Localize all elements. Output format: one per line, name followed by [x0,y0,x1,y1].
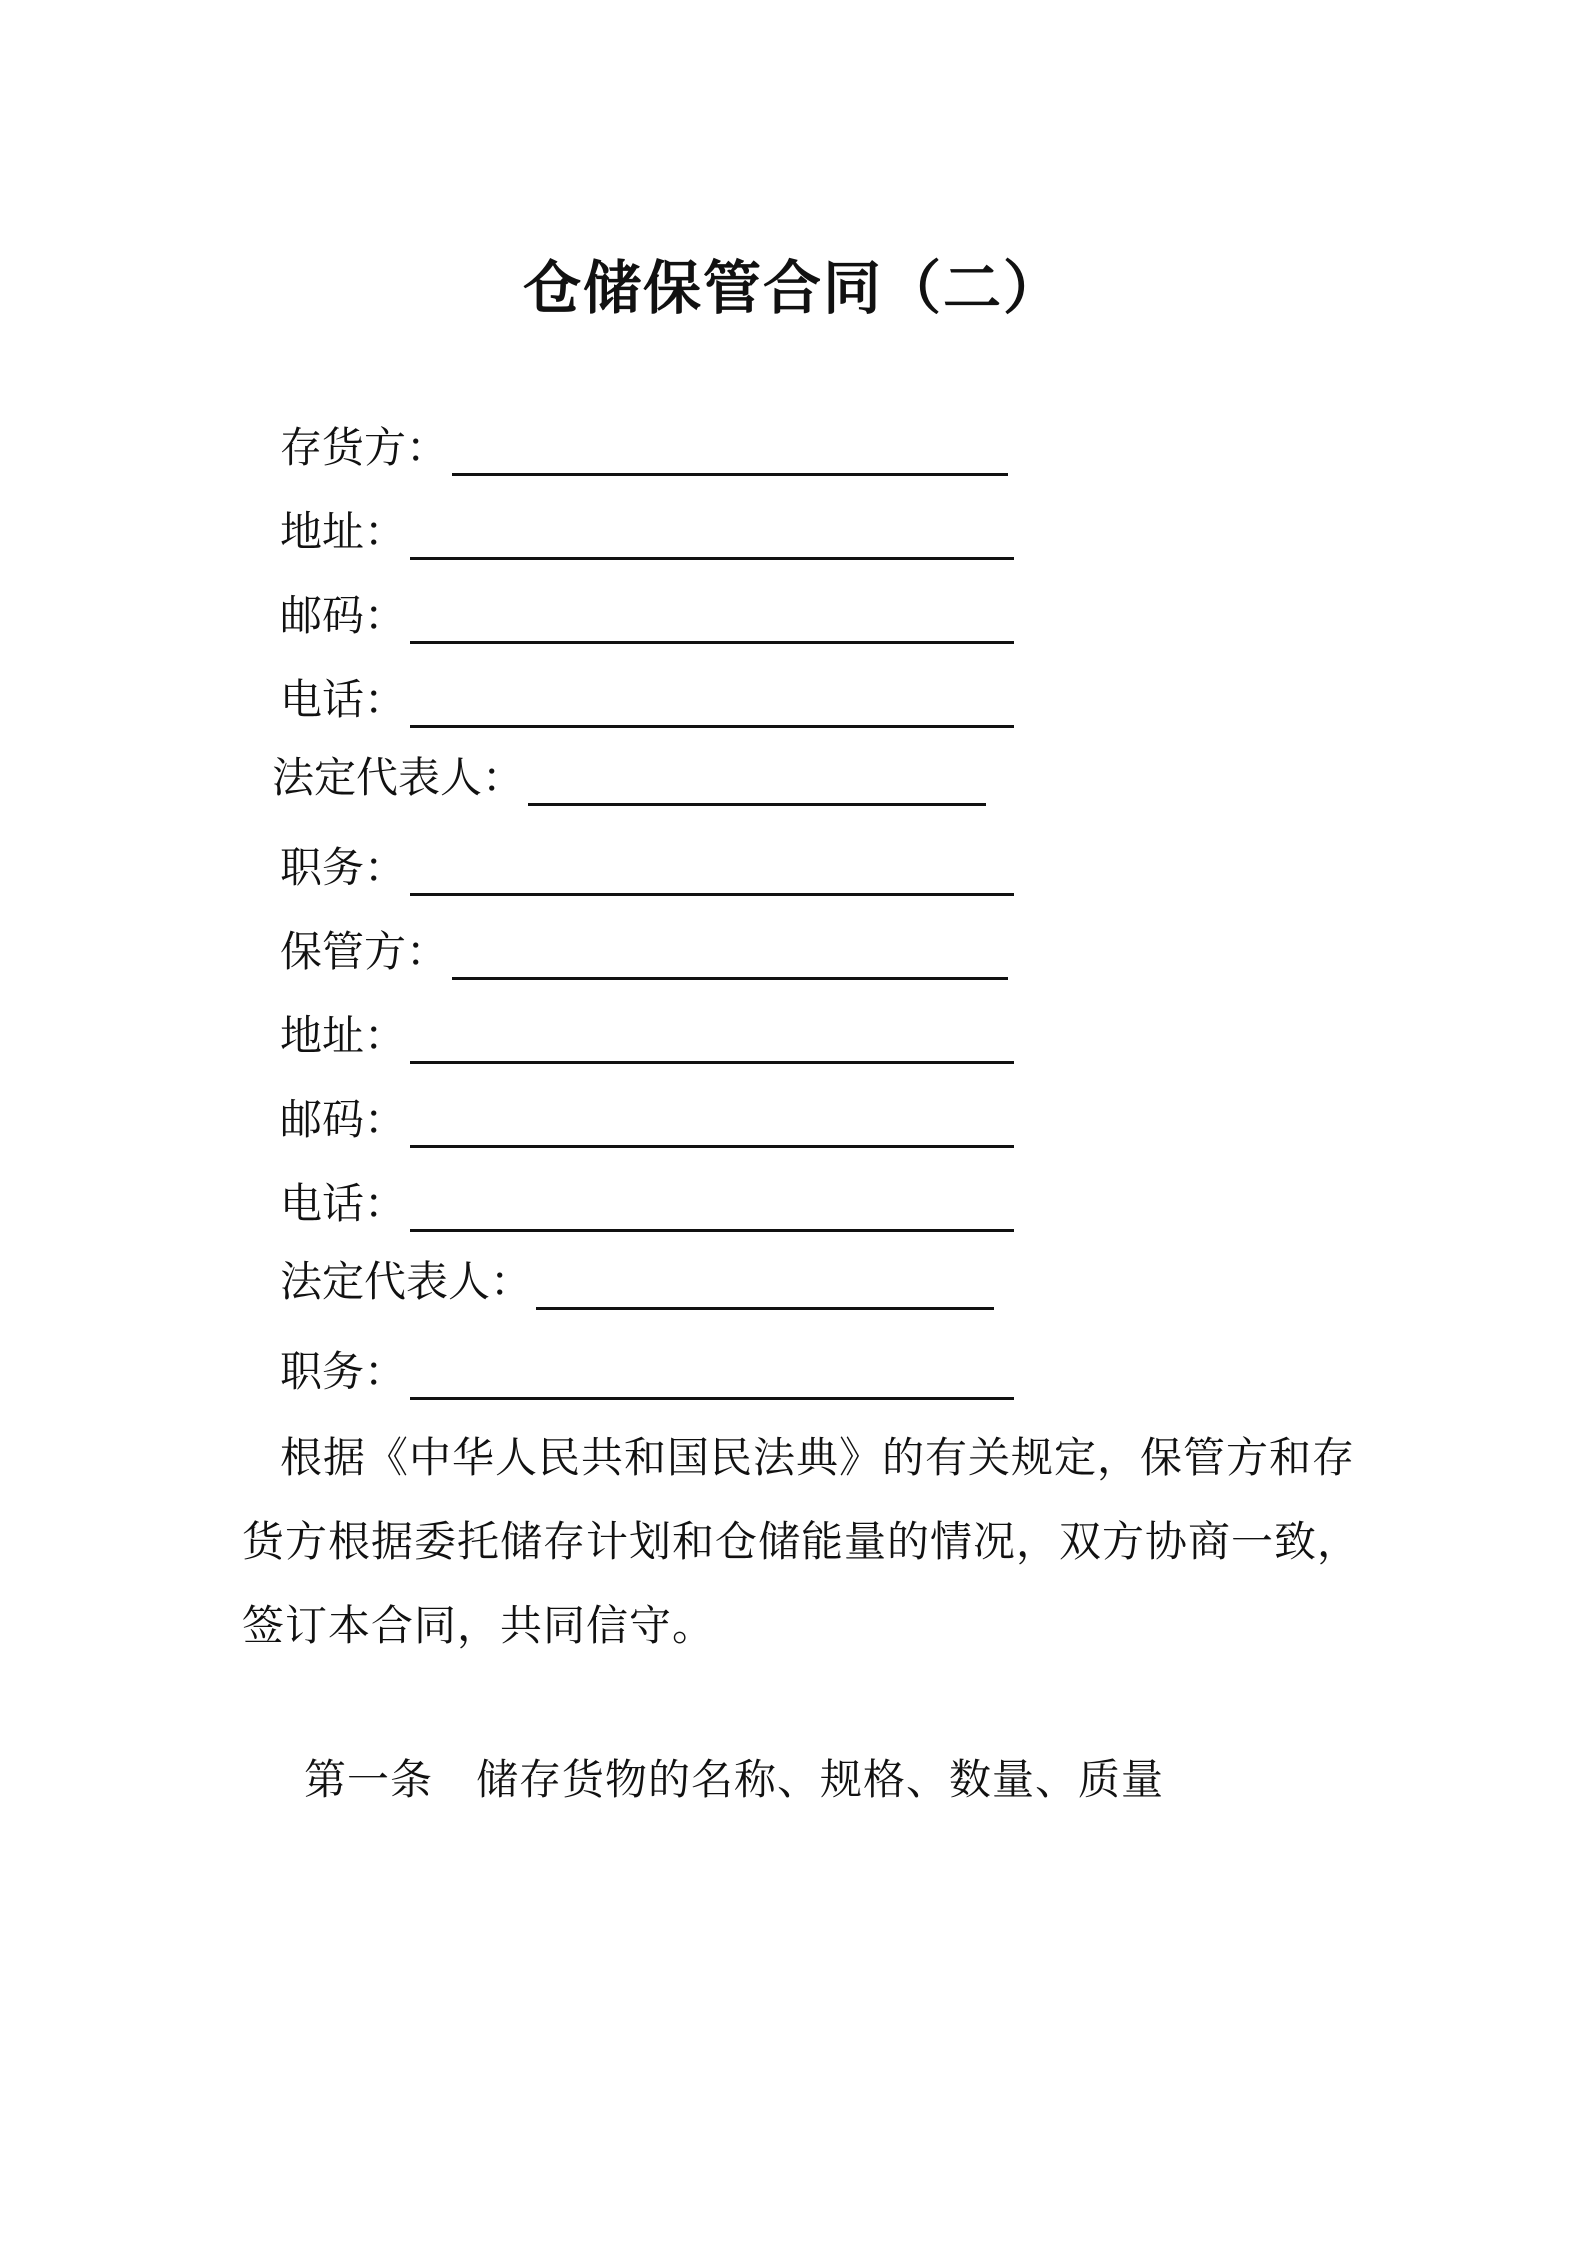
depositor-party-field [280,420,1008,476]
custodian-phone-blank[interactable] [410,1185,1014,1232]
depositor-legal-rep-label: 法定代表人： [272,753,525,802]
depositor-position-blank[interactable] [410,849,1014,896]
custodian-postcode-label: 邮码： [280,1095,407,1144]
article-1-heading: 第一条 储存货物的名称、规格、数量、质量 [304,1755,1165,1804]
depositor-phone-blank[interactable] [410,681,1014,728]
depositor-party-blank[interactable] [452,429,1008,476]
custodian-party-field [280,924,1008,980]
document-title: 仓储保管合同（二） [522,254,1063,322]
custodian-postcode-blank[interactable] [410,1101,1014,1148]
depositor-postcode-field [280,588,1014,644]
custodian-legal-rep-blank[interactable] [536,1263,994,1310]
custodian-position-blank[interactable] [410,1353,1014,1400]
depositor-postcode-label: 邮码： [280,591,407,640]
depositor-legal-rep-field [272,750,986,806]
custodian-party-label: 保管方： [280,927,449,976]
custodian-address-field [280,1008,1014,1064]
custodian-phone-field [280,1176,1014,1232]
custodian-legal-rep-field [280,1254,994,1310]
depositor-address-field [280,504,1014,560]
custodian-address-blank[interactable] [410,1017,1014,1064]
custodian-address-label: 地址： [280,1011,407,1060]
depositor-position-field [280,840,1014,896]
depositor-phone-label: 电话： [280,675,407,724]
depositor-position-label: 职务： [280,843,407,892]
depositor-party-label: 存货方： [280,423,449,472]
custodian-legal-rep-label: 法定代表人： [280,1257,533,1306]
custodian-party-blank[interactable] [452,933,1008,980]
depositor-address-blank[interactable] [410,513,1014,560]
depositor-address-label: 地址： [280,507,407,556]
custodian-position-field [280,1344,1014,1400]
preamble-paragraph: 根据《中华人民共和国民法典》的有关规定，保管方和存货方根据委托储存计划和仓储能量的情况，双方协商一致，签订本合同，共同信守。 [242,1433,1361,1650]
depositor-phone-field [280,672,1014,728]
depositor-legal-rep-blank[interactable] [528,759,986,806]
custodian-position-label: 职务： [280,1347,407,1396]
depositor-postcode-blank[interactable] [410,597,1014,644]
custodian-postcode-field [280,1092,1014,1148]
custodian-phone-label: 电话： [280,1179,407,1228]
